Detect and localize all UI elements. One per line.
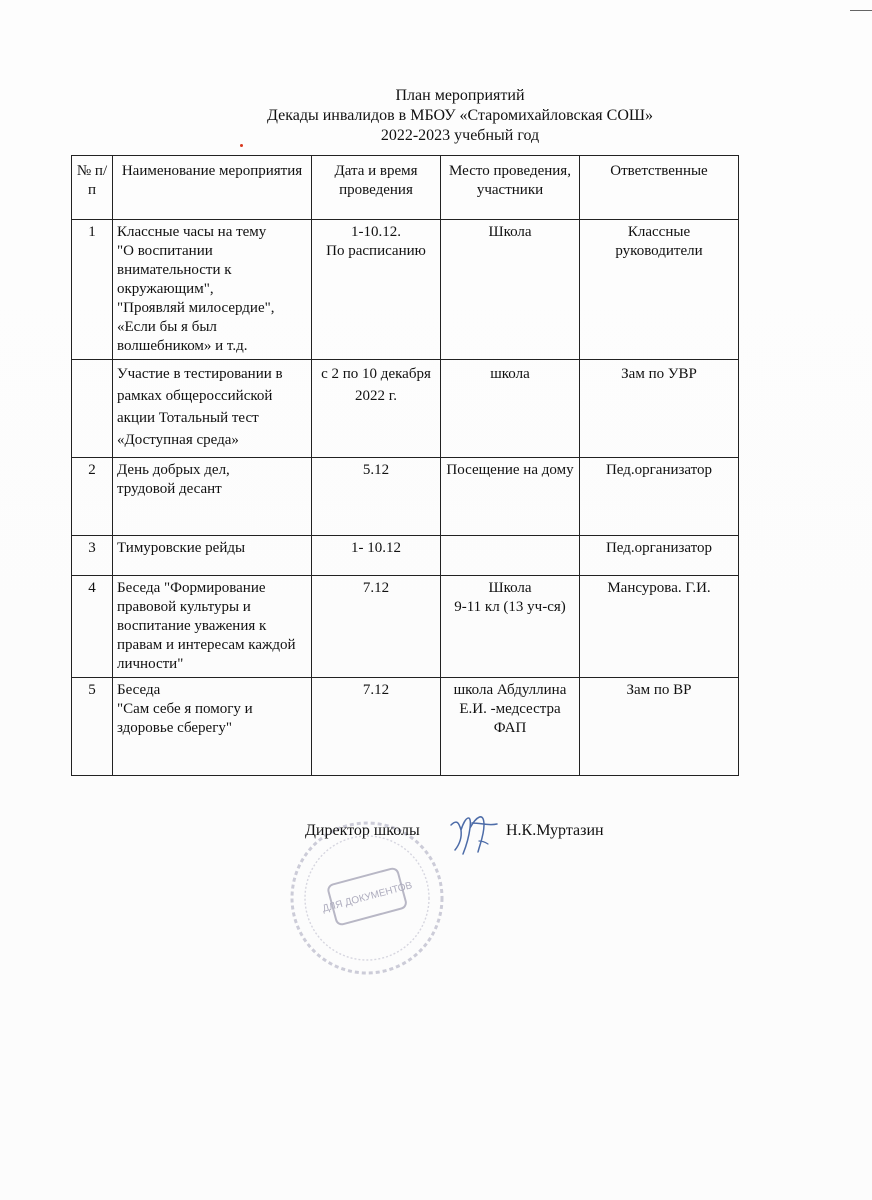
header-title: План мероприятий xyxy=(395,87,525,104)
event-responsible: Классные руководители xyxy=(580,220,739,360)
table-header-row xyxy=(72,156,739,220)
header-date: Дата и время проведения xyxy=(312,156,441,220)
scan-mark-top-right xyxy=(850,10,872,11)
event-responsible: Зам по ВР xyxy=(580,678,739,776)
event-name: День добрых дел, трудовой десант xyxy=(113,458,312,536)
table-row xyxy=(72,576,739,678)
table-row xyxy=(72,536,739,576)
table-row xyxy=(72,220,739,360)
director-name: Н.К.Муртазин xyxy=(506,822,604,839)
event-name: Беседа "Сам себе я помогу и здоровье сберегу" xyxy=(113,678,312,776)
event-place: школа Абдуллина Е.И. -медсестра ФАП xyxy=(441,678,580,776)
event-name: Беседа "Формирование правовой культуры и воспитание уважения к правам и интересам каждой личности" xyxy=(113,576,312,678)
document-header xyxy=(200,86,720,146)
signature-stroke xyxy=(451,817,497,854)
row-num: 3 xyxy=(72,536,113,576)
table-row xyxy=(72,458,739,536)
event-place: Посещение на дому xyxy=(441,458,580,536)
header-responsible: Ответственные xyxy=(580,156,739,220)
header-num: № п/п xyxy=(72,156,113,220)
event-date: 1-10.12. По расписанию xyxy=(312,220,441,360)
document-stamp xyxy=(285,816,450,981)
event-responsible: Пед.организатор xyxy=(580,458,739,536)
row-num: 5 xyxy=(72,678,113,776)
event-place: школа xyxy=(441,360,580,458)
event-place: Школа 9-11 кл (13 уч-ся) xyxy=(441,576,580,678)
header-name: Наименование мероприятия xyxy=(113,156,312,220)
row-num: 2 xyxy=(72,458,113,536)
event-responsible: Мансурова. Г.И. xyxy=(580,576,739,678)
header-place: Место проведения, участники xyxy=(441,156,580,220)
event-name: Тимуровские рейды xyxy=(113,536,312,576)
red-dot-mark xyxy=(240,144,243,147)
table-row xyxy=(72,360,739,458)
event-place: Школа xyxy=(441,220,580,360)
row-num: 4 xyxy=(72,576,113,678)
row-num: 1 xyxy=(72,220,113,360)
event-date: с 2 по 10 декабря 2022 г. xyxy=(312,360,441,458)
event-name: Участие в тестировании в рамках общероссийской акции Тотальный тест «Доступная среда» xyxy=(113,360,312,458)
header-subtitle: Декады инвалидов в МБОУ «Старомихайловская СОШ» xyxy=(266,107,654,124)
director-title: Директор школы xyxy=(305,822,420,839)
event-date: 1- 10.12 xyxy=(312,536,441,576)
table-row xyxy=(72,678,739,776)
stamp-text: ДЛЯ ДОКУМЕНТОВ xyxy=(321,880,414,915)
event-name: Классные часы на тему "О воспитании внимательности к окружающим", "Проявляй милосердие", «Если бы я был волшебником» и т.д. xyxy=(113,220,312,360)
header-year: 2022-2023 учебный год xyxy=(380,127,540,144)
event-date: 5.12 xyxy=(312,458,441,536)
event-responsible: Пед.организатор xyxy=(580,536,739,576)
director-signature xyxy=(445,805,507,857)
event-date: 7.12 xyxy=(312,678,441,776)
event-place xyxy=(441,536,580,576)
event-responsible: Зам по УВР xyxy=(580,360,739,458)
event-date: 7.12 xyxy=(312,576,441,678)
events-table xyxy=(71,155,739,776)
row-num xyxy=(72,360,113,458)
